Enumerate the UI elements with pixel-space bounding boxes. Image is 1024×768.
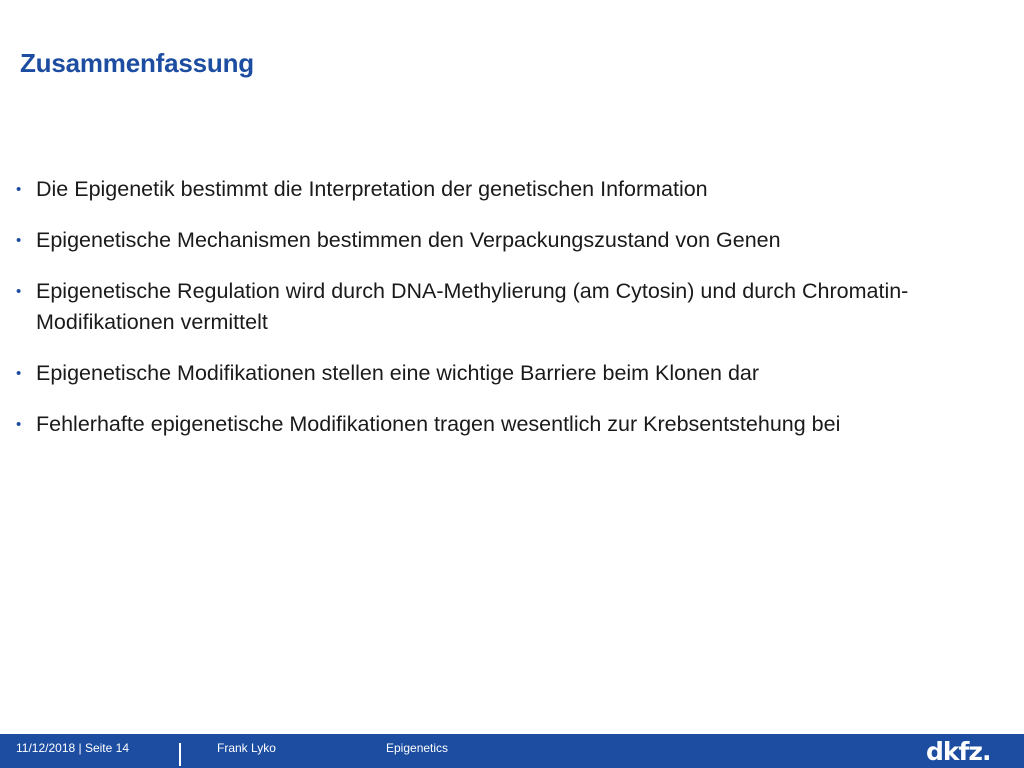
footer-author: Frank Lyko — [217, 741, 276, 755]
bullet-item — [16, 358, 1006, 389]
bullet-text: Epigenetische Modifikationen stellen eine wichtige Barriere beim Klonen dar — [36, 361, 760, 385]
footer-divider — [179, 743, 181, 766]
bullet-item — [16, 225, 1006, 256]
bullet-text: Fehlerhafte epigenetische Modifikationen tragen wesentlich zur Krebsentstehung bei — [36, 412, 841, 436]
bullet-marker: • — [16, 365, 22, 382]
footer-bar — [0, 734, 1024, 768]
bullet-item — [16, 276, 1006, 338]
bullet-item — [16, 174, 1006, 205]
bullet-list — [16, 174, 1006, 460]
footer-topic: Epigenetics — [386, 741, 449, 755]
bullet-marker: • — [16, 232, 22, 249]
bullet-marker: • — [16, 283, 22, 300]
bullet-text: Epigenetische Regulation wird durch DNA-Methylierung (am Cytosin) und durch Chromatin-Modifikationen vermittelt — [36, 279, 909, 334]
bullet-item — [16, 409, 1006, 440]
bullet-marker: • — [16, 181, 22, 198]
footer-date-page: 11/12/2018 | Seite 14 — [16, 741, 129, 755]
bullet-marker: • — [16, 416, 22, 433]
bullet-text: Epigenetische Mechanismen bestimmen den Verpackungszustand von Genen — [36, 228, 781, 252]
bullet-text: Die Epigenetik bestimmt die Interpretation der genetischen Information — [36, 177, 708, 201]
slide-title: Zusammenfassung — [20, 48, 254, 78]
dkfz-logo: dkfz. — [926, 737, 991, 766]
